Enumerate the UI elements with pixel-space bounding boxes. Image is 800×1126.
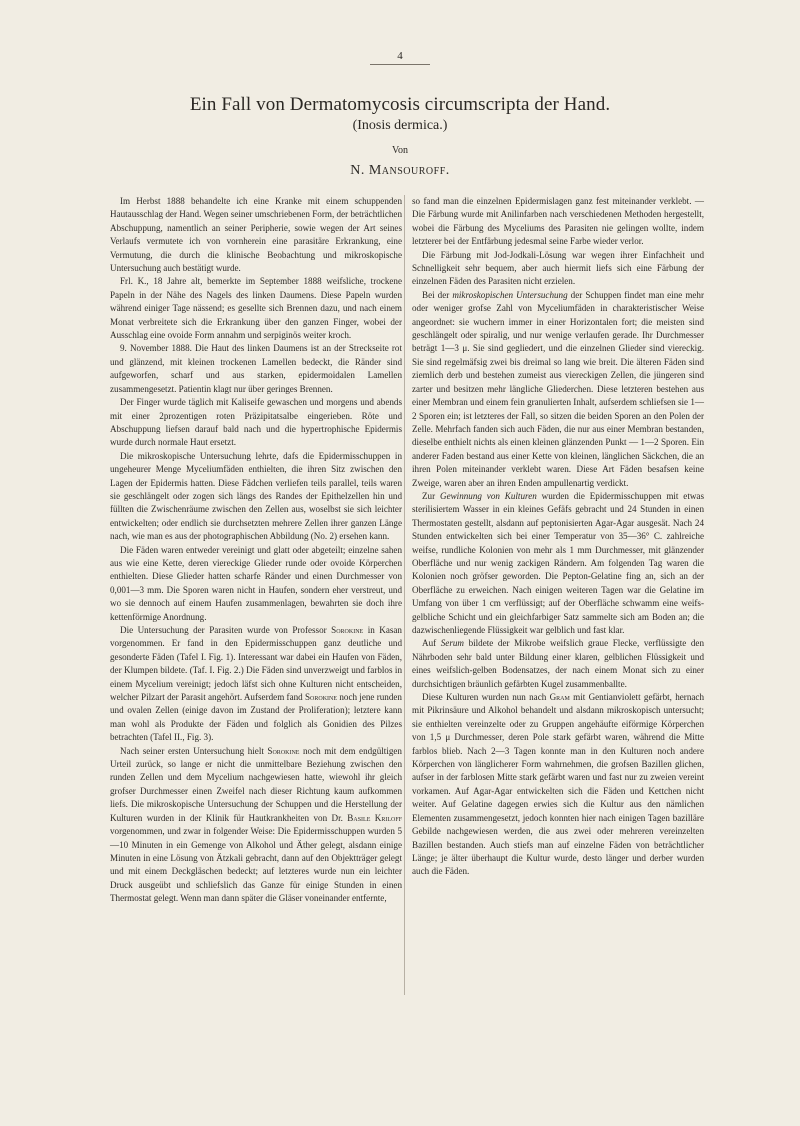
paragraph: Die mikroskopische Untersuchung lehrte, dafs die Epidermisschuppen in ungeheurer Menge Myceliumfäden enthielten, die ihren Sitz zwischen den Lagen der Epidermis hatten. Diese Fädchen verliefen teils parallel, teils waren sie geschlängelt oder zogen sich längs des Randes der Epithelzellen hin und füllten die Zwischenräume zwischen den Zellen aus, woselbst sie sich leichter entwickelten; oder endlich sie durchsetzten mehrere Zellen ihrer ganzen Länge nach, wie man es aus der photographischen Abbildung (No. 2) ersehen kann. xyxy=(110,450,402,542)
text-run: der Schuppen findet man eine mehr oder weniger grofse Zahl von Myceliumfäden in charakteristischer Weise angeordnet: sie wuchern immer in einer Horizontalen fort; die meisten sind geschlängelt oder spiralig, und nur wenige verlaufen gerade. Ihr Durchmesser beträgt 1—3 μ. Sie sind gegliedert, und die einzelnen Glieder sind viereckig. Sie sind regelmäfsig zwei bis dreimal so lang wie breit. Die älteren Fäden sind ziemlich derb und bestehen zumeist aus viereckigen Zellen, die jüngeren sind zarter und besitzen mehr längliche Gliederchen. Diese letzteren bestehen aus einer Membran und einem fein granulierten Inhalt, aufserdem schliefsen sie 1—2 Sporen ein; ist letzteres der Fall, so sitzen die beiden Sporen an den Polen der Zelle. Mehrfach fanden sich auch Fäden, die nur aus einer Membran bestanden, dieselbe enthielt nichts als einen kleinen glänzenden Punkt — 1—2 Sporen. Ein anderer Faden bestand aus einer Kette von kleinen, länglichen Säckchen, die an ihren Polen miteinander verklebt waren. Diese Art Fäden besafsen keine Zweige, waren aber an ihren Enden ampullenartig verdickt. xyxy=(412,289,705,488)
article-subtitle: (Inosis dermica.) xyxy=(352,118,448,133)
paragraph: Die Färbung mit Jod-Jodkali-Lösung war wegen ihrer Einfachheit und Schnelligkeit sehr bequem, aber auch hiermit liefs sich eine Färbung der einzelnen Fäden des Parasiten nicht erzielen. xyxy=(412,249,704,287)
person-name: Sorokine xyxy=(331,625,364,635)
text-run: Die Untersuchung der Parasiten wurde von Professor xyxy=(120,625,332,635)
column-divider xyxy=(404,195,405,995)
paragraph: 9. November 1888. Die Haut des linken Daumens ist an der Streckseite rot und glänzend, mit kleinen trockenen Lamellen bedeckt, die Ränder sind aufgeworfen, scharf und aus starken, epidermoidalen Lamellen zusammengesetzt. Patientin klagt nur über geringes Brennen. xyxy=(110,343,402,394)
paragraph xyxy=(110,745,402,906)
left-column xyxy=(110,195,402,906)
paragraph: Im Herbst 1888 behandelte ich eine Kranke mit einem schuppenden Hautausschlag der Hand. Wegen seiner umschriebenen Form, der beträchtlichen Abschuppung, namentlich an seiner Peripherie, sowie wegen der Art seines Verlaufs vermutete ich von vornherein eine parasitäre Erkrankung, eine Vermutung, die durch die klinische Beobachtung und mikroskopische Untersuchung auch bestätigt wurde. xyxy=(110,196,402,274)
emphasis: Serum xyxy=(440,638,464,649)
text-run: Bei der xyxy=(422,289,453,300)
text-run: mit Gentianviolett gefärbt, hernach mit Pikrinsäure und Alkohol behandelt und alsdann mikroskopisch untersucht; sie enthielten vereinzelte oder zu Gruppen angehäufte eiförmige Körperchen von 1,5 μ Durchmesser, deren Pole stark gefärbt waren, während die Mitte farblos blieb. Nach 2—3 Tagen konnte man in den Kulturen noch andere Körperchen von länglicherer Form wahrnehmen, die grofsen Bazillen glichen, aufser in der farblosen Mitte stark gefärbt waren und fast nur zu zweien vereint vorkamen. Auf Agar-Agar entwickelten sich die Fäden und Kettchen nicht weiter. Auf Gelatine dagegen erwies sich die Kultur aus den nämlichen Elementen zusammengesetzt, jedoch konnten hier nach einigen Tagen bazilläre Gebilde nachgewiesen werden, die aus zwei oder mehreren vereinzelten Bazillen bestanden. Auch stiefs man auf einzelne Fäden von beträchtlicher Länge; je älter überhaupt die Kultur wurde, desto länger und derber wurden auch die Fäden. xyxy=(412,692,704,877)
byline-prefix: Von xyxy=(392,145,408,156)
emphasis: Gewinnung von Kulturen xyxy=(440,490,537,501)
text-run: Diese Kulturen wurden nun nach xyxy=(422,692,550,703)
text-run: Nach seiner ersten Untersuchung hielt xyxy=(120,745,268,756)
paragraph xyxy=(110,624,402,745)
paragraph: so fand man die einzelnen Epidermislagen ganz fest miteinander verklebt. — Die Färbung wurde mit Anilinfarben nach verschiedenen Methoden hergestellt, wobei die Färbung des Myceliums des Parasiten nie gelingen wollte, indem letzterer bei der Entfärbung jedesmal seine Farbe wieder verlor. xyxy=(412,196,704,247)
paragraph: Der Finger wurde täglich mit Kaliseife gewaschen und morgens und abends mit einer 2prozentigen roten Präzipitatsalbe eingerieben. Röte und Abschuppung liefsen darauf bald nach und die hypertrophische Epidermis wurde durch normale Haut ersetzt. xyxy=(110,397,402,448)
text-run: vorgenommen, und zwar in folgender Weise: Die Epidermisschuppen wurden 5—10 Minuten in ein Gemenge von Alkohol und Äther gelegt, alsdann einige Minuten in eine Lösung von Ätzkali gebracht, dann auf den Objektträger gelegt und mit einem Deckgläschen bedeckt; auf letzteres wurde nun ein leichter Druck ausgeübt und schliefslich das Ganze für einige Stunden in einen Thermostat gelegt. Wenn man dann später die Gläser voneinander entfernte, xyxy=(110,826,402,904)
text-run: Auf xyxy=(422,638,441,649)
text-run: in Kasan vorgenommen. Er fand in den Epidermisschuppen ganz deutliche und gesonderte Fäden (Tafel I. Fig. 1). Interessant war dabei ein Haufen von Fäden, der Klumpen bildete. (Taf. I. Fig. 2.) Die Fäden sind unverzweigt und farblos in einem Mycelium vereinigt; jedoch läfst sich ohne Kulturen nicht entscheiden, welcher Pilzart der Parasit angehört. Aufserdem fand xyxy=(110,625,402,703)
right-column xyxy=(412,195,704,879)
paragraph: Frl. K., 18 Jahre alt, bemerkte im September 1888 weifsliche, trockene Papeln in der Nähe des Nagels des linken Daumens. Diese Papeln wurden während einiger Tage nässend; es gesellte sich Brennen dazu, und nach einem Monat verbreitete sich die Erkrankung über den ganzen Finger, wobei der Ausschlag eine ovoide Form annahm und serpiginös weiter kroch. xyxy=(110,276,402,341)
emphasis: mikroskopischen Untersuchung xyxy=(452,289,568,300)
person-name: Basile Kriloff xyxy=(347,812,402,823)
paragraph xyxy=(412,289,704,490)
person-name: Sorokine xyxy=(305,692,338,703)
text-run: Zur xyxy=(422,490,440,501)
author-name: N. Mansouroff. xyxy=(350,163,450,178)
article-title: Ein Fall von Dermatomycosis circumscripta der Hand. xyxy=(189,94,611,115)
paragraph xyxy=(412,691,704,879)
paragraph xyxy=(412,637,704,691)
text-run: wurden die Epidermisschuppen mit etwas sterilisiertem Wasser in ein kleines Gefäfs gebracht und 24 Stunden in einen Thermostaten gestellt, alsdann auf peptonisierten Agar-Agar ausgesät. Nach 24 Stunden entwickelten sich bei einer Temperatur von 35—36° C. zahlreiche weifse, rundliche Kolonien von mehr als 1 mm Durchmesser, mit glänzender Oberfläche und nur wenig zackigen Rändern. Am folgenden Tag waren die Kolonien noch gröfser geworden. Die Pepton-Gelatine fing an, sich an der Oberfläche zu erweichen. Nach einigen weiteren Tagen war die Gelatine im Umfang von über 1 cm verflüssigt; auf der Oberfläche schwamm eine weifs-gelbliche Schicht und ein gleichfarbiger Satz sammelte sich am Boden an; die dazwischenliegende Flüssigkeit war gelblich und fast klar. xyxy=(412,490,705,635)
person-name: Gram xyxy=(549,692,570,703)
person-name: Sorokine xyxy=(267,745,300,756)
text-run: noch mit dem endgültigen Urteil zurück, so lange er nicht die unmittelbare Beziehung zwischen den runden Zellen und dem Mycelium nachgewiesen hatte, wiewohl ihr gleich grofser Durchmesser einen Zweifel nach dieser Richtung kaum aufkommen liefs. Die mikroskopische Untersuchung der Schuppen und die Herstellung der Kulturen wurden in der Klinik für Hautkrankheiten von Dr. xyxy=(110,745,402,823)
page-number: 4 xyxy=(397,50,403,62)
page-number-rule xyxy=(370,64,430,65)
text-run: bildete der Mikrobe weifslich graue Flecke, verflüssigte den Nährboden sehr bald unter Bildung einer klaren, gelblichen Flüssigkeit und eines weifslich-gelben Bodensatzes, der nach einem Monat sich zu einer durchsichtigen bräunlich gefärbten Kugel zusammenballte. xyxy=(412,638,704,689)
paragraph: Die Fäden waren entweder vereinigt und glatt oder abgeteilt; einzelne sahen aus wie eine Kette, deren viereckige Glieder runde oder ovoide Körperchen enthielten. Diese Glieder hatten scharfe Ränder und einen Durchmesser von 0,001—3 mm. Die Sporen waren nicht in Haufen, sondern eher verstreut, und wo sie dennoch auf einem Haufen zusammenlagen, bewahrten sie doch ihre kettenförmige Anordnung. xyxy=(110,544,402,622)
paragraph xyxy=(412,490,704,637)
text-run: noch jene runden und ovalen Zellen (einige davon im Zustand der Proliferation); letztere kann man wohl als Produkte der Fäden und folglich als Gonidien des Pilzes betrachten (Tafel II., Fig. 3). xyxy=(110,692,402,743)
